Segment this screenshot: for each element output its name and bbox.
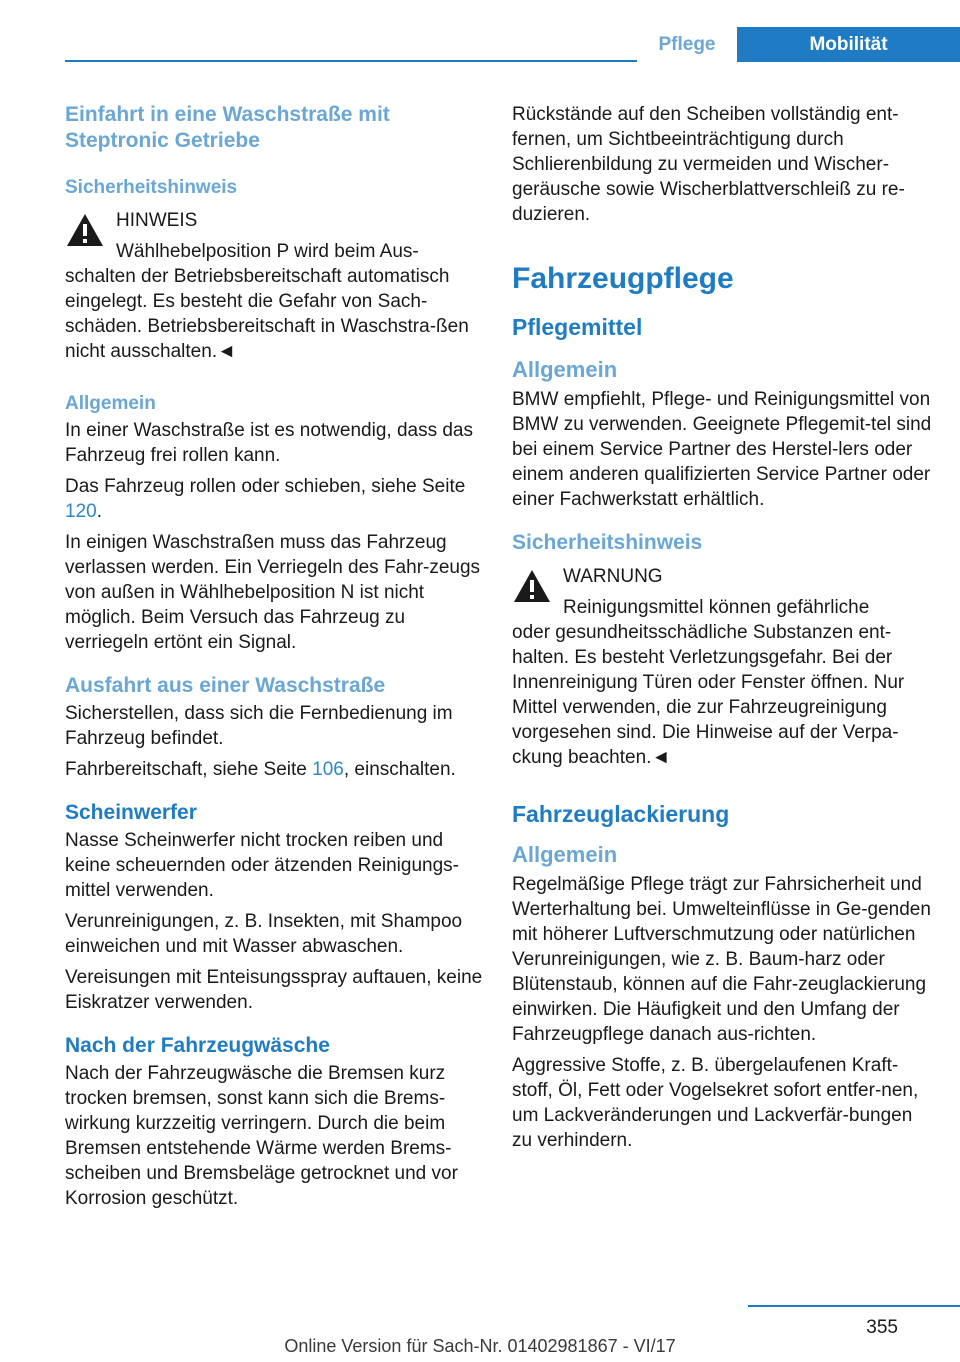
general-paragraph-3: In einigen Waschstraßen muss das Fahrzeug verlassen werden. Ein Verriegeln des Fahr-zeugs von außen in Wählhebelposition N ist nicht möglich. Beim Versuch das Fahrzeug zu verriegeln ertönt ein Signal.	[65, 532, 481, 653]
warning-triangle-icon	[512, 568, 552, 604]
page-link-120[interactable]: 120	[65, 501, 97, 522]
wiper-paragraph: Rückstände auf den Scheiben vollständig ent-fernen, um Sichtbeeinträchtigung durch Schlierenbildung zu vermeiden und Wischer-geräusche sowie Wischerblattverschleiß zu re-duzieren.	[512, 104, 905, 225]
notice-text: Wählhebelposition P wird beim Aus- schalten der Betriebsbereitschaft automatisch eingelegt. Es besteht die Gefahr von Sach-schäden. Betriebsbereitschaft in Waschstra-ßen nicht ausschalten.◄	[65, 241, 469, 362]
care-products-heading: Pflegemittel	[512, 314, 643, 340]
general-paragraph-2: Das Fahrzeug rollen oder schieben, siehe Seite 120.	[65, 476, 466, 522]
right-safety-heading: Sicherheitshinweis	[512, 531, 703, 554]
section-title-car-wash-entry: Einfahrt in eine Waschstraße mit Steptronic Getriebe	[65, 103, 390, 152]
headlights-paragraph-2: Verunreinigungen, z. B. Insekten, mit Shampoo einweichen und mit Wasser abwaschen.	[65, 911, 463, 957]
warning-triangle-icon	[65, 212, 105, 248]
warning-block	[512, 564, 932, 770]
headlights-paragraph-1: Nasse Scheinwerfer nicht trocken reiben und keine scheuernden oder ätzenden Reinigungs-mittel verwenden.	[65, 830, 459, 901]
paint-heading: Fahrzeuglackierung	[512, 801, 730, 827]
care-general-paragraph: BMW empfiehlt, Pflege- und Reinigungsmittel von BMW zu verwenden. Geeignete Pflegemit-tel sind bei einem Service Partner des Herstel-lers oder einem anderen qualifizierten Service Partner oder einer Fachwerkstatt erhältlich.	[512, 389, 932, 510]
care-general-heading: Allgemein	[512, 357, 618, 382]
footer-rule	[748, 1305, 960, 1307]
page-link-106[interactable]: 106	[312, 759, 344, 780]
online-version-note: Online Version für Sach-Nr. 01402981867 - VI/17	[284, 1336, 676, 1356]
after-wash-heading: Nach der Fahrzeugwäsche	[65, 1034, 330, 1057]
general-heading: Allgemein	[65, 393, 156, 414]
after-wash-paragraph: Nach der Fahrzeugwäsche die Bremsen kurz trocken bremsen, sonst kann sich die Brems-wirkung kurzzeitig verringern. Durch die beim Bremsen entstehende Wärme werden Brems-scheiben und Bremsbeläge getrocknet und vor Korrosion geschützt.	[65, 1063, 458, 1209]
general-paragraph-1: In einer Waschstraße ist es notwendig, dass das Fahrzeug frei rollen kann.	[65, 420, 473, 466]
tab-mobilitaet[interactable]: Mobilität	[737, 27, 960, 62]
car-wash-exit-heading: Ausfahrt aus einer Waschstraße	[65, 674, 386, 697]
warning-text: Reinigungsmittel können gefährliche oder gesundheitsschädliche Substanzen ent-halten. Es besteht Verletzungsgefahr. Bei der Innenreinigung Türen oder Fenster öffnen. Nur Mittel verwenden, die zur Fahrzeugreinigung vorgesehen sind. Die Hinweise auf der Verpa-ckung beachten.◄	[512, 597, 905, 768]
notice-label: HINWEIS	[116, 210, 198, 231]
paint-paragraph-1: Regelmäßige Pflege trägt zur Fahrsicherheit und Werterhaltung bei. Umwelteinflüsse in Ge-genden mit höherer Luftverschmutzung oder natürlichen Verunreinigungen, wie z. B. Baum-harz oder Blütenstaub, können auf die Fahr-zeuglackierung einwirken. Die Häufigkeit und den Umfang der Fahrzeugpflege danach aus-richten.	[512, 874, 931, 1045]
headlights-paragraph-3: Vereisungen mit Enteisungsspray auftauen, keine Eiskratzer verwenden.	[65, 967, 483, 1013]
safety-notice-heading: Sicherheitshinweis	[65, 177, 238, 198]
left-column	[65, 102, 485, 1217]
page-number: 355	[866, 1317, 898, 1338]
notice-block	[65, 208, 485, 364]
paint-paragraph-2: Aggressive Stoffe, z. B. übergelaufenen Kraft-stoff, Öl, Fett oder Vogelsekret sofort entfer-nen, um Lackveränderungen und Lackverfär-bungen zu verhindern.	[512, 1055, 919, 1151]
paint-general-heading: Allgemein	[512, 842, 618, 867]
tab-pflege[interactable]: Pflege	[637, 27, 737, 62]
warning-label: WARNUNG	[563, 566, 663, 587]
right-column	[512, 102, 932, 1159]
vehicle-care-heading: Fahrzeugpflege	[512, 262, 734, 295]
exit-paragraph-2: Fahrbereitschaft, siehe Seite 106, einschalten.	[65, 759, 456, 780]
headlights-heading: Scheinwerfer	[65, 801, 197, 824]
exit-paragraph-1: Sicherstellen, dass sich die Fernbedienung im Fahrzeug befindet.	[65, 703, 453, 749]
